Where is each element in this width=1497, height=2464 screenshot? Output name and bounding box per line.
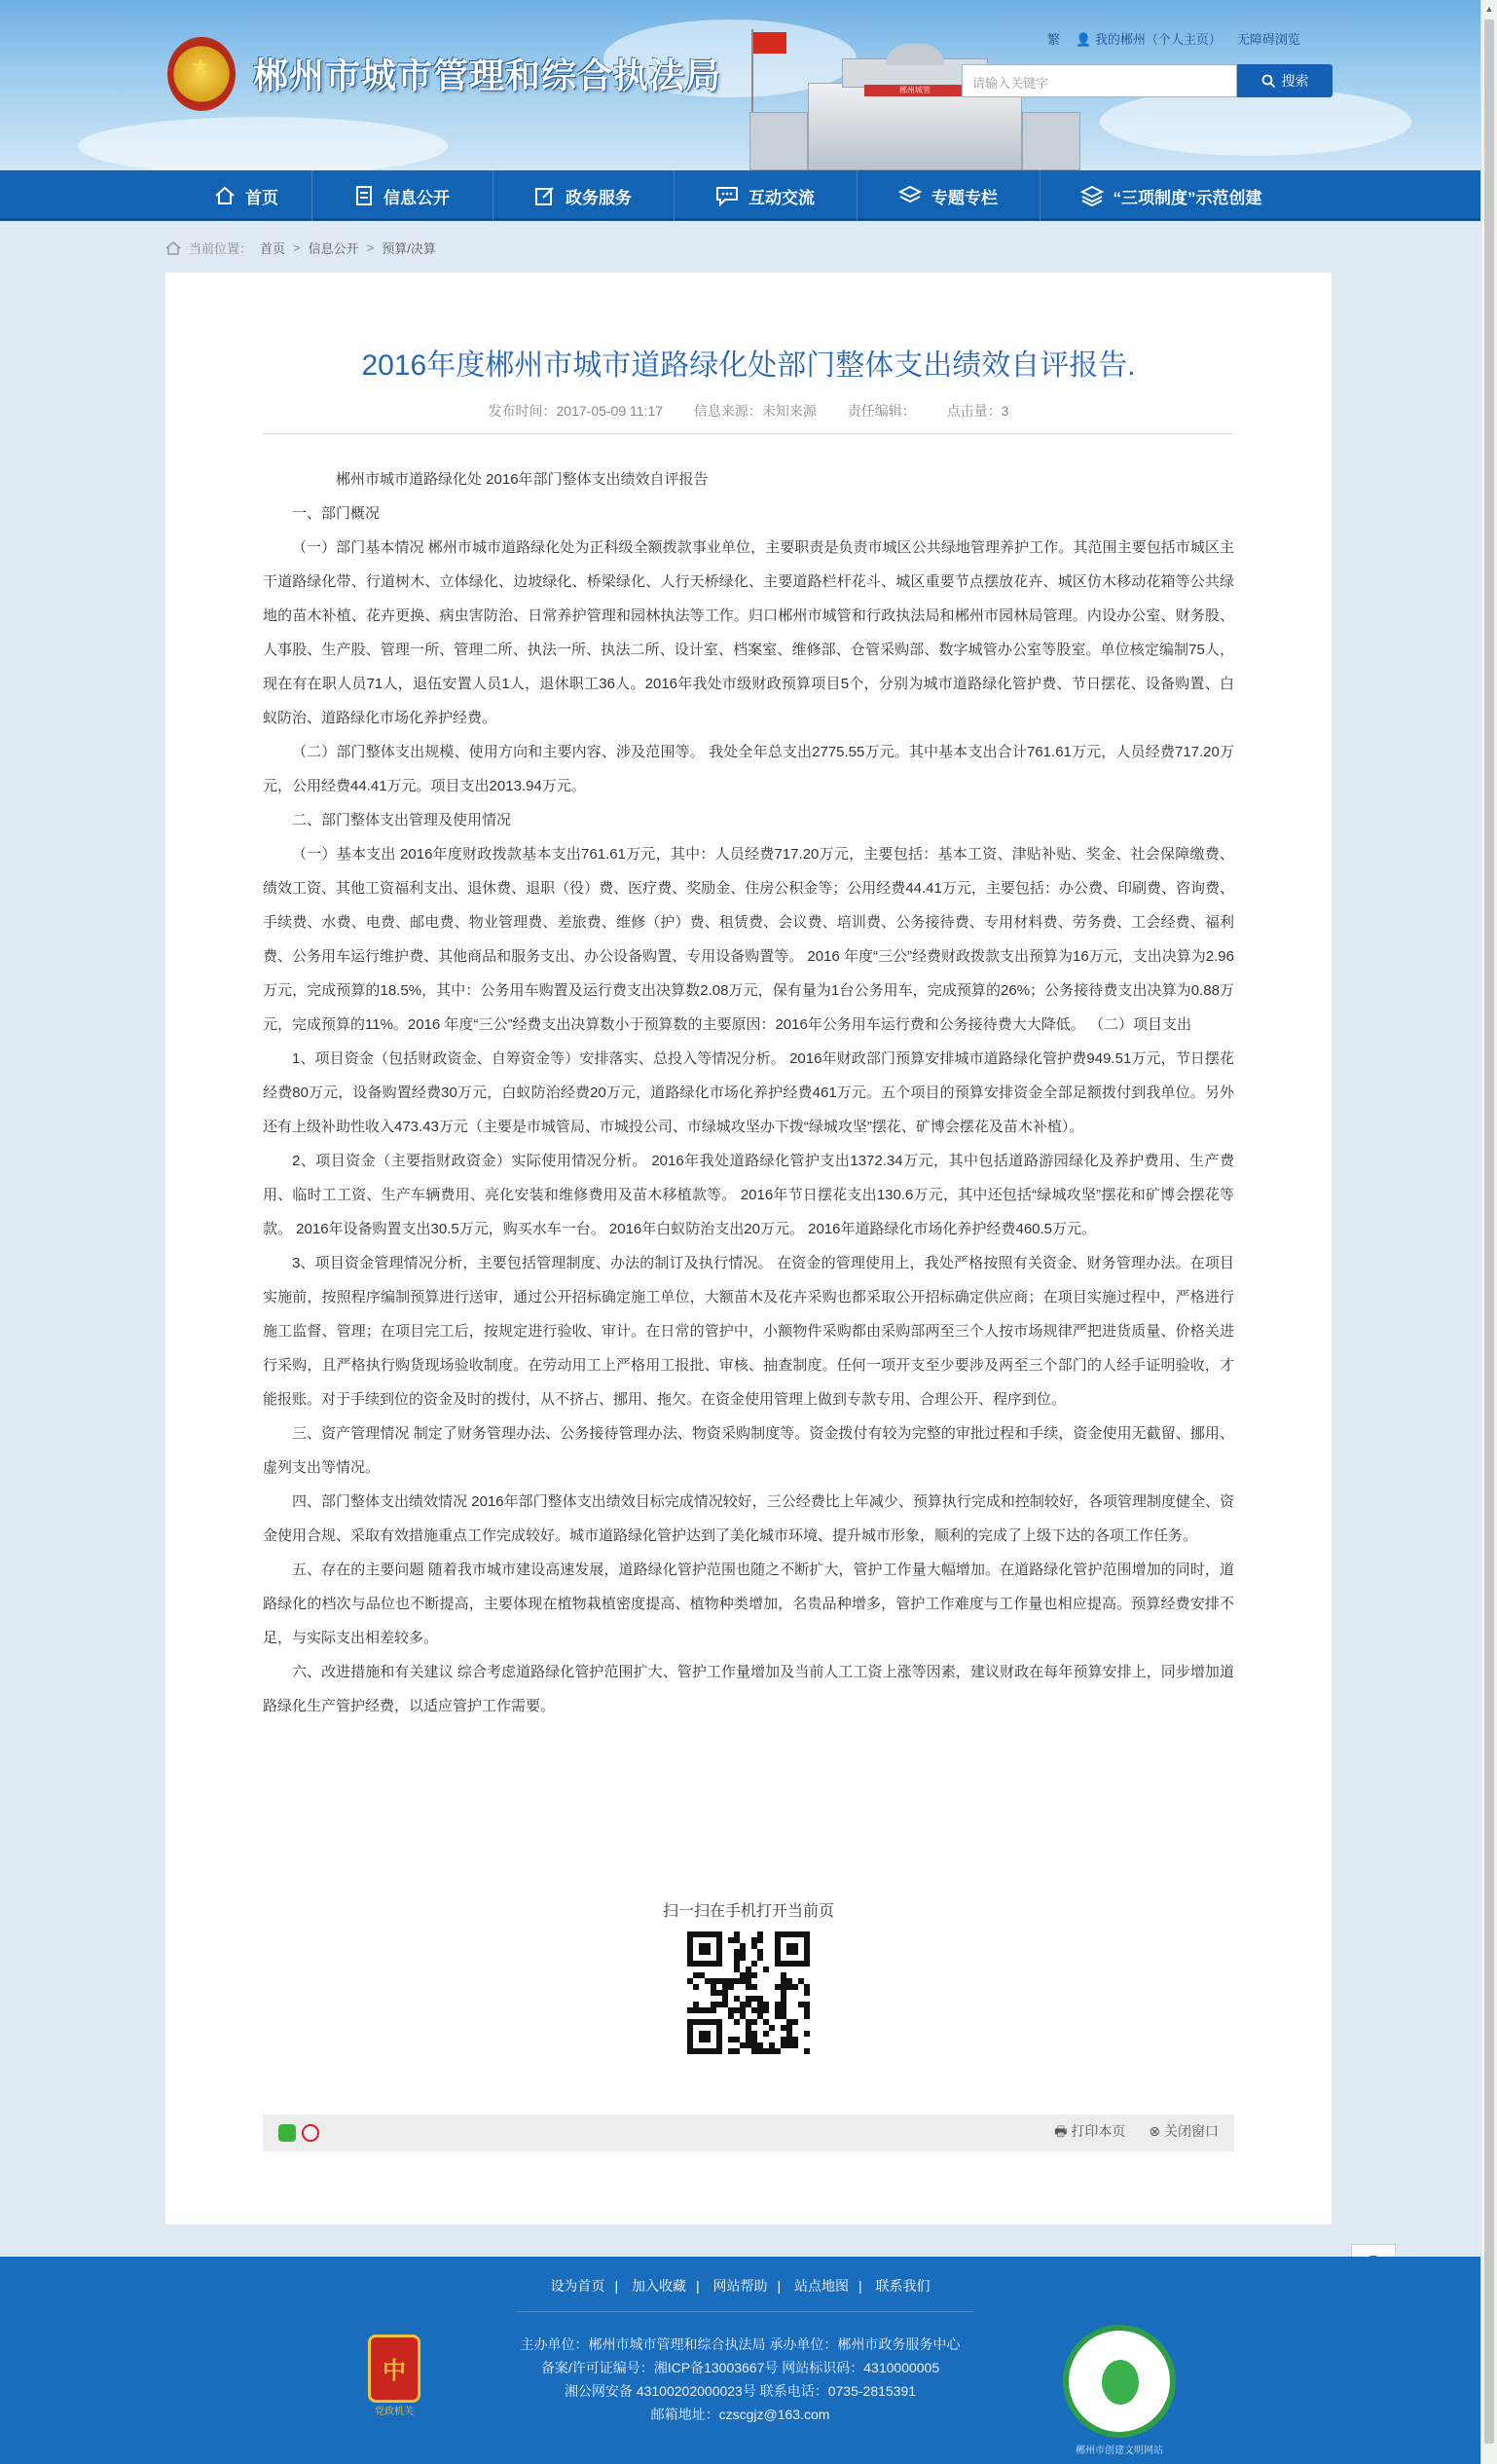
site-footer [0,2257,1480,2464]
article-title: 2016年度郴州市城市道路绿化处部门整体支出绩效自评报告. [361,349,1136,382]
article-paragraph: 1、项目资金（包括财政资金、自筹资金等）安排落实、总投入等情况分析。 2016年财政部门预算安排城市道路绿化管护费949.51万元，节日摆花经费80万元，设备购置经费30万元，白蚁防治经费20万元，道路绿化市场化养护经费461万元。五个项目的预算安排资金全部足额拨付到我单位。另外还有上级补助性收入473.43万元（主要是市城管局、市城投公司、市绿城攻坚办下拨“绿城攻坚”摆花、矿博会摆花及苗木补植）。 [263,1050,1234,1135]
cloud-decoration [1100,88,1411,156]
qr-module [757,1955,763,1961]
traditional-chinese-link[interactable]: 繁 [1047,32,1061,47]
qr-module [763,1967,769,1972]
footer-set-home-link[interactable]: 设为首页 [550,2278,605,2294]
qr-module [751,2019,757,2025]
search-input[interactable]: 请输入关键字 [962,64,1237,97]
footer-help-link[interactable]: 网站帮助 [712,2278,768,2294]
civil-website-label: 郴州市创建文明网站 [1076,2446,1163,2456]
article-paragraph: 郴州市城市道路绿化处 2016年部门整体支出绩效自评报告 [336,471,709,488]
layers-icon [1080,185,1104,206]
footer-links: 设为首页 | 加入收藏 | 网站帮助 | 站点地图 | 联系我们 [550,2278,931,2294]
article-paragraph: 二、部门整体支出管理及使用情况 [292,812,512,828]
publish-date: 发布时间：2017-05-09 11:17 [488,403,664,419]
scroll-up-arrow-icon[interactable]: ▲ [1484,3,1494,14]
qr-module [740,1955,746,1961]
article-paragraph: 五、存在的主要问题 随着我市城市建设高速发展，道路绿化管护范围也随之不断扩大，管护工作量大幅增加。在道路绿化管护范围增加的同时，道路绿化的档次与品位也不断提高，主要体现在植物栽植密度提高、植物种类增加，名贵品种增多，管护工作难度与工作量也相应提高。预算经费安排不足，与实际支出相差较多。 [263,1562,1234,1646]
weibo-share-icon[interactable] [302,2124,319,2142]
national-emblem-icon [167,37,236,111]
party-organ-label: 党政机关 [375,2407,414,2417]
nav-gov-services[interactable]: 政务服务 [493,170,674,221]
chevron-right-icon: > [293,240,301,255]
nav-interaction[interactable]: 互动交流 [674,170,857,221]
home-icon [165,241,181,255]
article-paragraph: 六、改进措施和有关建议 综合考虑道路绿化管护范围扩大、管护工作量增加及当前人工工资上涨等因素，建议财政在每年预算安排上，同步增加道路绿化生产管护经费，以适应管护工作需要。 [263,1664,1234,1714]
footer-divider [516,2311,973,2312]
page-scrollbar[interactable] [1480,0,1497,2464]
article-paragraph: 一、部门概况 [292,505,381,522]
footer-sponsor: 主办单位：郴州市城市管理和综合执法局 承办单位：郴州市政务服务中心 [520,2336,961,2352]
chevron-right-icon: > [366,240,375,255]
site-header [0,0,1480,170]
qr-module [804,2031,810,2037]
footer-sitemap-link[interactable]: 站点地图 [794,2278,850,2294]
breadcrumb-home[interactable]: 首页 [260,241,286,256]
nav-info-disclosure[interactable]: 信息公开 [311,170,493,221]
qr-module [728,1984,734,1990]
qr-label: 扫一扫在手机打开当前页 [662,1903,834,1920]
wechat-share-icon[interactable] [278,2124,296,2142]
qr-module [751,1961,757,1967]
breadcrumb-budget[interactable]: 预算/决算 [382,241,436,256]
my-home-link[interactable]: 👤 我的郴州（个人主页） [1076,32,1222,47]
article-meta [165,401,1332,421]
breadcrumb [165,239,436,257]
article-paragraph: （一）部门基本情况 郴州市城市道路绿化处为正科级全额拨款事业单位，主要职责是负责市城区公共绿地管理养护工作。其范围主要包括市城区主干道路绿化带、行道树木、立体绿化、边坡绿化、桥梁绿化、人行天桥绿化、主要道路栏杆花斗、城区重要节点摆放花卉、城区仿木移动花箱等公共绿地的苗木补植、花卉更换、病虫害防治、日常养护管理和园林执法等工作。归口郴州市城管和行政执法局和郴州市园林局管理。内设办公室、财务股、人事股、生产股、管理一所、管理二所、执法一所、执法二所、设计室、档案室、维修部、仓管采购部、数字城管办公室等股室。单位核定编制75人，现在有在职人员71人，退伍安置人员1人，退休职工36人。2016年我处市级财政预算项目5个，分别为城市道路绿化管护费、节日摆花、设备购置、白蚁防治、道路绿化市场化养护经费。 [263,539,1234,726]
civil-website-badge-icon[interactable] [1063,2325,1176,2438]
footer-info [0,2333,1480,2426]
edit-icon [534,185,556,206]
top-links [1047,29,1300,48]
site-title[interactable]: 郴州市城市管理和综合执法局 [253,55,722,95]
qr-module [775,2048,781,2054]
article-toolbar [263,2115,1234,2151]
footer-contact-link[interactable]: 联系我们 [875,2278,931,2294]
qr-module [792,1984,798,1990]
qr-module [763,2031,769,2037]
qr-module [769,2025,775,2031]
footer-bookmark-link[interactable]: 加入收藏 [631,2278,686,2294]
article-source: 信息来源：未知来源 [693,403,817,419]
article-editor: 责任编辑： [847,403,916,419]
layers-icon [898,185,922,206]
nav-special-topics[interactable]: 专题专栏 [857,170,1040,221]
qr-module [734,2048,740,2054]
title-divider [263,433,1234,434]
article-paragraph: （二）部门整体支出规模、使用方向和主要内容、涉及范围等。 我处全年总支出2775.55万元。其中基本支出合计761.61万元，人员经费717.20万元，公用经费44.41万元。项目支出2013.94万元。 [263,744,1234,794]
chat-icon [715,185,739,206]
qr-module [751,1972,757,1978]
article-body [263,462,1234,1723]
qr-module [792,2019,798,2025]
scroll-thumb[interactable] [1484,19,1494,2444]
building-illustration [749,44,1080,170]
footer-police[interactable]: 湘公网安备 43100202000023号 联系电话：0735-2815391 [564,2383,917,2399]
search-button[interactable]: 搜索 [1237,64,1333,97]
article-paragraph: 四、部门整体支出绩效情况 2016年部门整体支出绩效目标完成情况较好，三公经费比上年减少、预算执行完成和控制较好，各项管理制度健全、资金使用合规、采取有效措施重点工作完成较好。城市道路绿化管护达到了美化城市环境、提升城市形象，顺利的完成了上级下达的各项工作任务。 [263,1493,1234,1544]
user-icon: 👤 [1076,32,1092,47]
building-sign: 郴州城管 [864,85,966,96]
nav-three-systems[interactable]: “三项制度”示范创建 [1040,170,1302,221]
qr-module [711,2007,716,2013]
print-button[interactable]: 🖶 打印本页 [1054,2123,1126,2139]
qr-module [804,2048,810,2054]
qr-module [734,2019,740,2025]
close-icon: ⊗ [1149,2123,1161,2139]
qr-module [804,2013,810,2019]
qr-module [792,2042,798,2048]
article-paragraph: （一）基本支出 2016年度财政拨款基本支出761.61万元，其中：人员经费717.20万元，主要包括：基本工资、津贴补贴、奖金、社会保障缴费、绩效工资、其他工资福利支出、退休费、退职（役）费、医疗费、奖励金、住房公积金等；公用经费44.41万元，主要包括：办公费、印刷费、咨询费、手续费、水费、电费、邮电费、物业管理费、差旅费、维修（护）费、租赁费、会议费、培训费、公务接待费、专用材料费、劳务费、工会经费、福利费、公务用车运行维护费、其他商品和服务支出、办公设备购置、专用设备购置等。 2016 年度“三公”经费财政拨款支出预算为16万元，支出决算为2.96万元，完成预算的18.5%，其中：公务用车购置及运行费支出决算数2.08万元，保有量为1台公务用车，完成预算的26%；公务接待费支出决算为0.88万元，完成预算的11%。2016 年度“三公”经费支出决算数小于预算数的主要原因：2016年公务用车运行费和公务接待费大大降低。 （二）项目支出 [263,846,1234,1033]
qr-module [751,1984,757,1990]
document-icon [354,185,374,206]
home-icon [214,186,236,205]
article-paragraph: 三、资产管理情况 制定了财务管理办法、公务接待管理办法、物资采购制度等。资金拨付有较为完整的审批过程和手续，资金使用无截留、挪用、虚列支出等情况。 [263,1425,1234,1476]
search-icon [1261,74,1276,89]
qr-module [757,1937,763,1943]
qr-module [763,2007,769,2013]
close-window-button[interactable]: ⊗ 关闭窗口 [1149,2123,1219,2139]
breadcrumb-prefix: 当前位置： [189,241,253,256]
accessible-browse-link[interactable]: 无障碍浏览 [1236,32,1300,47]
printer-icon: 🖶 [1054,2123,1068,2139]
qr-module [804,1990,810,1996]
breadcrumb-info-disclosure[interactable]: 信息公开 [308,241,359,256]
qr-code [683,1928,814,2058]
article-hits: 点击量：3 [946,403,1009,419]
footer-email: 邮箱地址：czscgjz@163.com [650,2407,830,2422]
article-card [165,273,1332,2225]
article-paragraph: 2、项目资金（主要指财政资金）实际使用情况分析。 2016年我处道路绿化管护支出1372.34万元，其中包括道路游园绿化及养护费用、生产费用、临时工工资、生产车辆费用、亮化安装和维修费用及苗木移植款等。 2016年节日摆花支出130.6万元，其中还包括“绿城攻坚”摆花和矿博会摆花等款。 2016年设备购置支出30.5万元，购买水车一台。 2016年白蚁防治支出20万元。 2016年道路绿化市场化养护经费460.5万元。 [263,1153,1234,1237]
footer-icp[interactable]: 备案/许可证编号：湘ICP备13003667号 网站标识码：4310000005 [540,2360,940,2375]
cloud-decoration [78,117,448,170]
nav-home[interactable]: 首页 [181,170,311,221]
qr-module [693,1984,699,1990]
article-paragraph: 3、项目资金管理情况分析，主要包括管理制度、办法的制订及执行情况。 在资金的管理使用上，我处严格按照有关资金、财务管理办法。在项目实施前，按照程序编制预算进行送审，通过公开招标确定施工单位，大额苗木及花卉采购也都采取公开招标确定供应商；在项目实施过程中，严格进行施工监督、管理；在项目完工后，按规定进行验收、审计。在日常的管护中，小额物件采购都由采购部两至三个人按市场规律严把进货质量、价格关进行采购，且严格执行购货现场验收制度。在劳动用工上严格用工报批、审核、抽查制度。任何一项开支至少要涉及两至三个部门的人经手证明验收，才能报账。对于手续到位的资金及时的拨付，从不挤占、挪用、拖欠。在资金使用管理上做到专款专用、合理公开、程序到位。 [263,1255,1234,1408]
main-nav [0,170,1480,221]
